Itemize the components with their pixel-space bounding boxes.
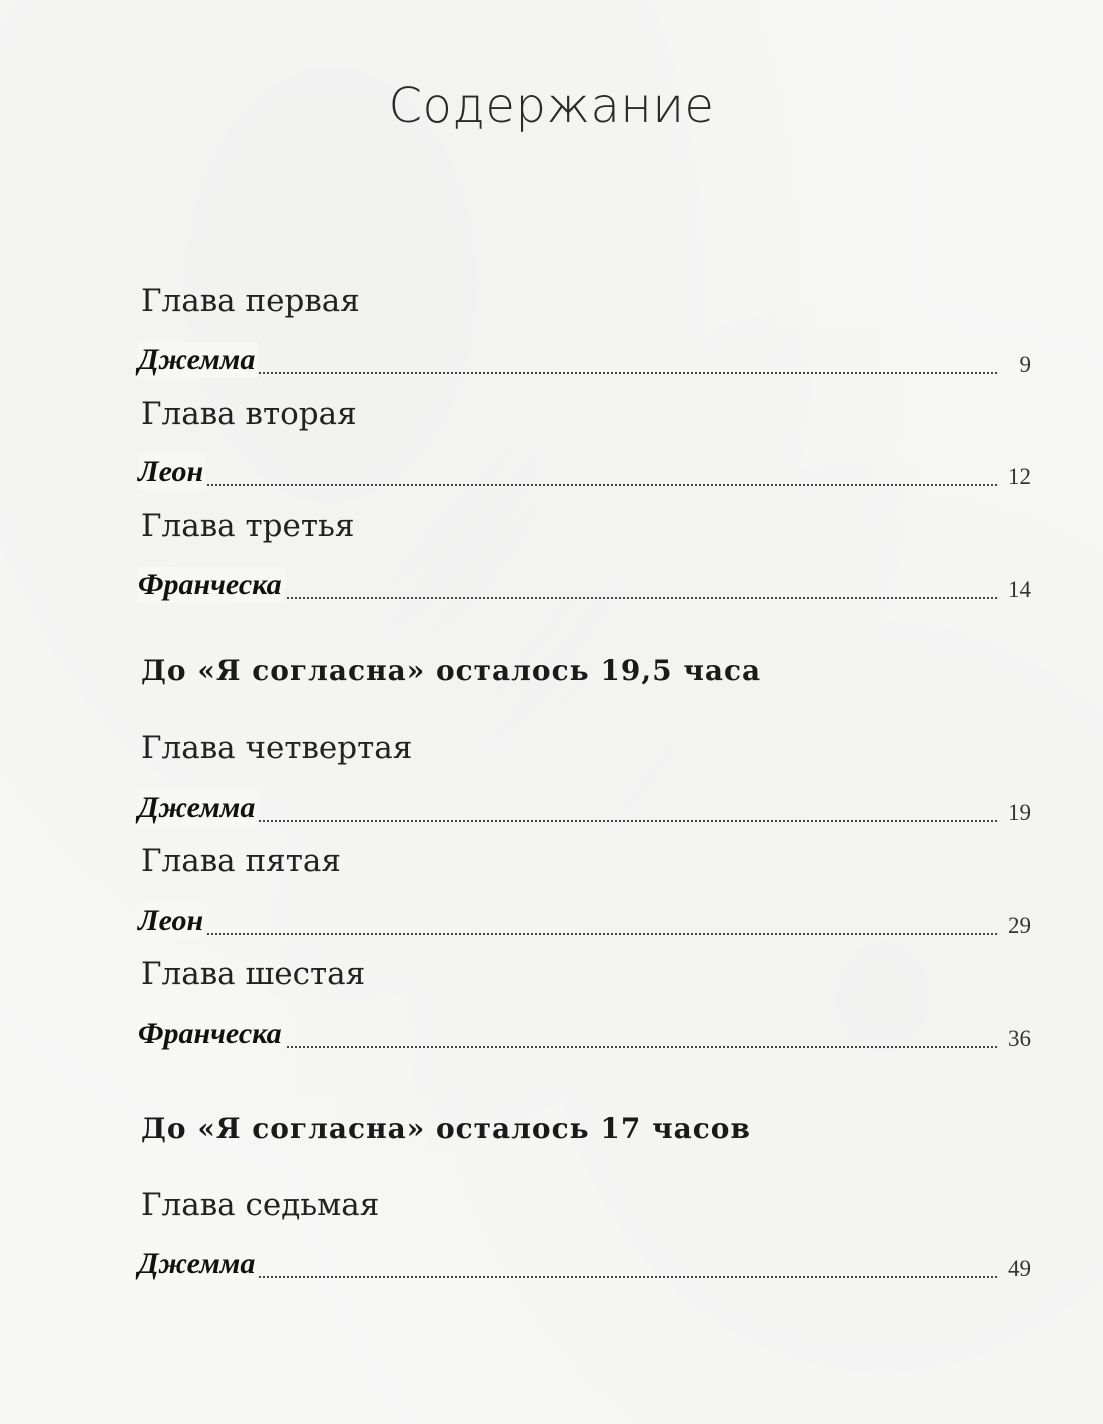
page-number: 19: [1008, 800, 1031, 825]
narrator-name: Джемма: [138, 1246, 258, 1282]
chapter-heading: Глава первая: [141, 283, 360, 319]
page-number: 12: [1008, 464, 1031, 489]
toc-entry[interactable]: [138, 450, 1031, 490]
chapter-heading: Глава третья: [141, 508, 355, 544]
chapter-heading: Глава седьмая: [141, 1187, 380, 1223]
chapter-heading: Глава четвертая: [141, 730, 413, 766]
narrator-name: Джемма: [138, 342, 258, 378]
section-heading: До «Я согласна» осталось 19,5 часа: [141, 654, 762, 687]
dot-leader: [138, 820, 997, 822]
toc-entry[interactable]: [138, 338, 1031, 378]
dot-leader: [138, 1276, 997, 1278]
chapter-heading: Глава шестая: [141, 956, 366, 992]
page-number: 36: [1008, 1026, 1031, 1051]
chapter-heading: Глава пятая: [141, 843, 341, 879]
page-number: 9: [1019, 352, 1031, 377]
toc-entry[interactable]: [138, 563, 1031, 603]
toc-entry[interactable]: [138, 786, 1031, 826]
narrator-name: Франческа: [138, 567, 285, 603]
page-number: 14: [1008, 577, 1031, 602]
page-title: Содержание: [388, 78, 715, 134]
dot-leader: [138, 372, 997, 374]
dot-leader: [138, 484, 997, 486]
page-number: 49: [1008, 1256, 1031, 1281]
toc-entry[interactable]: [138, 1242, 1031, 1282]
page-number: 29: [1008, 913, 1031, 938]
toc-entry[interactable]: [138, 1012, 1031, 1052]
dot-leader: [138, 933, 997, 935]
section-heading: До «Я согласна» осталось 17 часов: [141, 1112, 751, 1145]
narrator-name: Джемма: [138, 790, 258, 826]
chapter-heading: Глава вторая: [141, 396, 357, 432]
narrator-name: Леон: [138, 903, 206, 939]
narrator-name: Франческа: [138, 1016, 285, 1052]
toc-entry[interactable]: [138, 899, 1031, 939]
narrator-name: Леон: [138, 454, 206, 490]
